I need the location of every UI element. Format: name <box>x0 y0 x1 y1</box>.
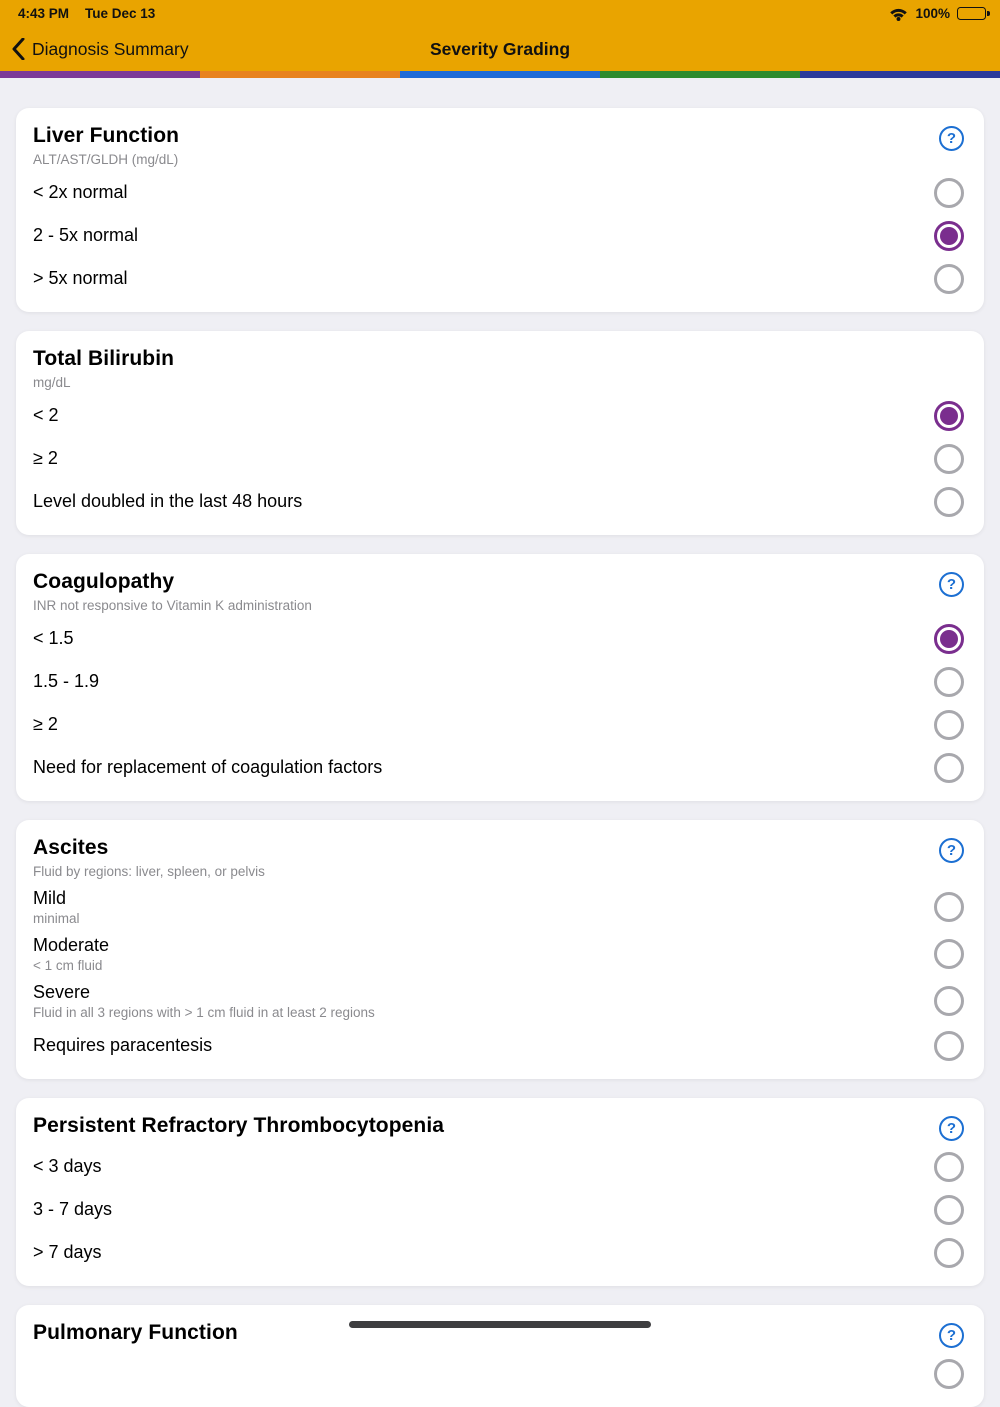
option-sublabel: minimal <box>33 910 80 926</box>
card-subtitle: mg/dL <box>33 375 71 390</box>
wifi-icon <box>889 7 908 21</box>
option-5x-normal[interactable] <box>33 257 964 300</box>
card-list <box>0 78 1000 1407</box>
option-label: Severe <box>33 981 91 1002</box>
help-icon[interactable]: ? <box>939 126 964 151</box>
option-label: Mild <box>33 887 67 908</box>
radio-unselected[interactable] <box>934 986 964 1016</box>
option-text <box>33 1242 102 1263</box>
radio-selected[interactable] <box>934 624 964 654</box>
option-blank[interactable] <box>33 1352 964 1395</box>
status-date: Tue Dec 13 <box>85 6 156 21</box>
option-label: 1.5 - 1.9 <box>33 671 100 691</box>
option-text <box>33 491 302 512</box>
card-title: Persistent Refractory Thrombocytopenia <box>33 1114 445 1137</box>
option-label: ≥ 2 <box>33 714 58 734</box>
radio-unselected[interactable] <box>934 178 964 208</box>
option-label: < 1.5 <box>33 628 74 648</box>
option-text <box>33 757 382 778</box>
progress-segment-1 <box>0 71 200 78</box>
option-7-days[interactable] <box>33 1231 964 1274</box>
radio-unselected[interactable] <box>934 892 964 922</box>
option-label: < 2 <box>33 405 59 425</box>
option-2[interactable] <box>33 394 964 437</box>
card-title: Liver Function <box>33 124 180 147</box>
option-label: Moderate <box>33 934 110 955</box>
option-sublabel: < 1 cm fluid <box>33 957 103 973</box>
card-title: Pulmonary Function <box>33 1321 238 1344</box>
option-text <box>33 268 128 289</box>
option-label: 3 - 7 days <box>33 1199 113 1219</box>
card-total-bilirubin <box>16 331 984 535</box>
card-titles <box>33 836 265 879</box>
card-titles <box>33 347 174 390</box>
option-1-5-1-9[interactable] <box>33 660 964 703</box>
navigation-bar <box>0 27 1000 71</box>
option-text <box>33 628 74 649</box>
option-text <box>33 1199 112 1220</box>
option-text <box>33 714 58 735</box>
option-label: > 7 days <box>33 1242 102 1262</box>
card-coagulopathy <box>16 554 984 801</box>
card-titles <box>33 124 179 167</box>
radio-unselected[interactable] <box>934 1359 964 1389</box>
option-text <box>33 1035 212 1056</box>
option-mild[interactable] <box>33 883 964 930</box>
option-text <box>33 182 128 203</box>
back-label: Diagnosis Summary <box>32 38 189 59</box>
option-3-7-days[interactable] <box>33 1188 964 1231</box>
option-text <box>33 888 80 926</box>
card-subtitle: ALT/AST/GLDH (mg/dL) <box>33 152 179 167</box>
status-right <box>889 6 986 21</box>
battery-icon <box>957 7 986 20</box>
help-icon[interactable]: ? <box>939 838 964 863</box>
radio-unselected[interactable] <box>934 939 964 969</box>
battery-tip <box>987 11 990 16</box>
radio-unselected[interactable] <box>934 753 964 783</box>
option-text <box>33 1156 102 1177</box>
radio-unselected[interactable] <box>934 1195 964 1225</box>
card-header <box>33 124 964 167</box>
option-text <box>33 671 99 692</box>
option-2[interactable] <box>33 703 964 746</box>
radio-unselected[interactable] <box>934 444 964 474</box>
option-label: < 2x normal <box>33 182 128 202</box>
home-indicator[interactable] <box>349 1321 651 1328</box>
progress-segment-5 <box>800 71 1000 78</box>
option-sublabel: Fluid in all 3 regions with > 1 cm fluid in at least 2 regions <box>33 1004 375 1020</box>
option-label: Need for replacement of coagulation factors <box>33 757 383 777</box>
card-titles <box>33 570 312 613</box>
option-level-doubled-in-the-last-48-hours[interactable] <box>33 480 964 523</box>
card-header <box>33 836 964 879</box>
card-persistent-refractory-thrombocytopenia <box>16 1098 984 1286</box>
option-label: ≥ 2 <box>33 448 58 468</box>
option-text <box>33 405 59 426</box>
radio-selected[interactable] <box>934 401 964 431</box>
option-3-days[interactable] <box>33 1145 964 1188</box>
help-icon[interactable]: ? <box>939 1116 964 1141</box>
option-label: < 3 days <box>33 1156 102 1176</box>
card-title: Total Bilirubin <box>33 347 175 370</box>
option-2[interactable] <box>33 437 964 480</box>
radio-selected[interactable] <box>934 221 964 251</box>
card-titles <box>33 1321 238 1345</box>
page-title: Severity Grading <box>429 38 571 59</box>
card-liver-function <box>16 108 984 312</box>
option-requires-paracentesis[interactable] <box>33 1024 964 1067</box>
radio-unselected[interactable] <box>934 1031 964 1061</box>
radio-unselected[interactable] <box>934 1152 964 1182</box>
option-2-5x-normal[interactable] <box>33 214 964 257</box>
option-text <box>33 225 138 246</box>
option-severe[interactable] <box>33 977 964 1024</box>
option-2x-normal[interactable] <box>33 171 964 214</box>
help-icon[interactable]: ? <box>939 1323 964 1348</box>
option-text <box>33 935 109 973</box>
progress-segment-2 <box>200 71 400 78</box>
option-label: 2 - 5x normal <box>33 225 139 245</box>
option-label: Level doubled in the last 48 hours <box>33 491 303 511</box>
status-time: 4:43 PM <box>18 6 70 21</box>
card-subtitle: Fluid by regions: liver, spleen, or pelvis <box>33 864 265 879</box>
option-text <box>33 448 58 469</box>
option-moderate[interactable] <box>33 930 964 977</box>
battery-percentage: 100% <box>915 6 950 21</box>
card-subtitle: INR not responsive to Vitamin K administration <box>33 598 312 613</box>
card-header <box>33 347 964 390</box>
radio-unselected[interactable] <box>934 667 964 697</box>
option-1-5[interactable] <box>33 617 964 660</box>
option-label: > 5x normal <box>33 268 128 288</box>
status-bar <box>0 0 1000 27</box>
radio-unselected[interactable] <box>934 487 964 517</box>
option-label: Requires paracentesis <box>33 1035 213 1055</box>
option-need-for-replacement-of-coagulation-factors[interactable] <box>33 746 964 789</box>
radio-unselected[interactable] <box>934 710 964 740</box>
help-icon[interactable]: ? <box>939 572 964 597</box>
card-header <box>33 1114 964 1141</box>
card-title: Ascites <box>33 836 109 859</box>
option-text <box>33 982 375 1020</box>
card-titles <box>33 1114 444 1138</box>
radio-unselected[interactable] <box>934 1238 964 1268</box>
progress-segment-3 <box>400 71 600 78</box>
card-header <box>33 570 964 613</box>
status-left <box>18 6 155 21</box>
progress-segment-4 <box>600 71 800 78</box>
progress-strip <box>0 71 1000 78</box>
radio-unselected[interactable] <box>934 264 964 294</box>
card-title: Coagulopathy <box>33 570 175 593</box>
card-ascites <box>16 820 984 1079</box>
